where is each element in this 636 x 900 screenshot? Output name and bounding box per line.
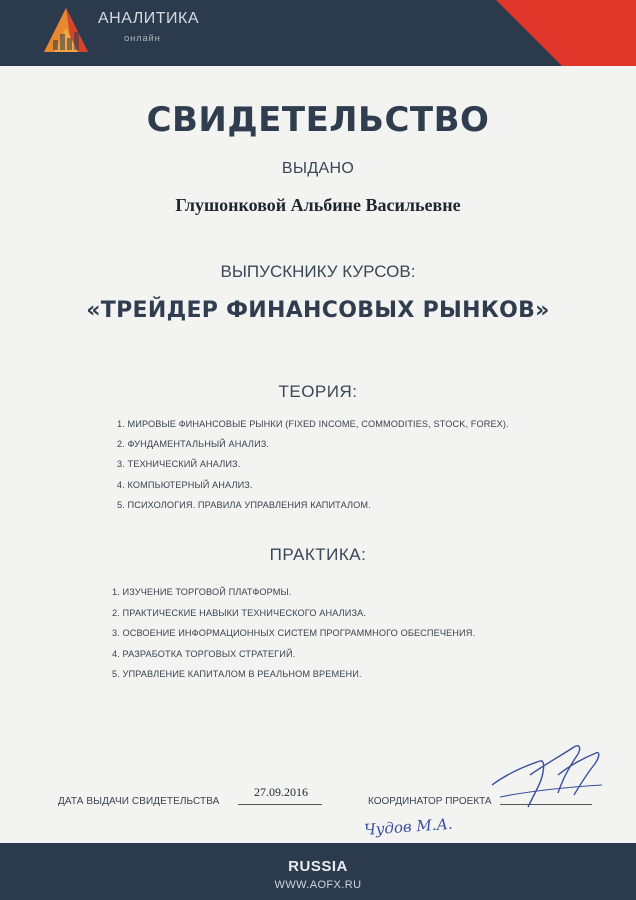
theory-item: 1. МИРОВЫЕ ФИНАНСОВЫЕ РЫНКИ (FIXED INCOME, COMMODITIES, STOCK, FOREX).: [117, 419, 509, 429]
theory-heading: ТЕОРИЯ:: [278, 382, 358, 401]
practice-item: 3. ОСВОЕНИЕ ИНФОРМАЦИОННЫХ СИСТЕМ ПРОГРАММНОГО ОБЕСПЕЧЕНИЯ.: [112, 628, 476, 638]
footer-website: WWW.AOFX.RU: [274, 879, 362, 891]
practice-list: [112, 587, 475, 690]
issued-label: ВЫДАНО: [281, 160, 355, 177]
practice-heading: ПРАКТИКА:: [269, 545, 367, 564]
theory-item: 4. КОМПЬЮТЕРНЫЙ АНАЛИЗ.: [117, 479, 253, 490]
recipient-name: Глушонковой Альбине Васильевне: [175, 195, 461, 215]
coordinator-handwritten-name: [360, 805, 500, 845]
analitika-logo-icon: [38, 6, 94, 54]
header-band: [0, 0, 636, 66]
header-red-accent: [562, 0, 636, 66]
issue-date-label: ДАТА ВЫДАЧИ СВИДЕТЕЛЬСТВА: [58, 796, 220, 807]
practice-item: 1. ИЗУЧЕНИЕ ТОРГОВОЙ ПЛАТФОРМЫ.: [112, 587, 292, 597]
theory-item: 5. ПСИХОЛОГИЯ. ПРАВИЛА УПРАВЛЕНИЯ КАПИТАЛОМ.: [117, 499, 371, 510]
brand-name: АНАЛИТИКА: [98, 10, 200, 27]
practice-item: 4. РАЗРАБОТКА ТОРГОВЫХ СТРАТЕГИЙ.: [112, 648, 296, 659]
header-red-diagonal: [496, 0, 562, 66]
footer-country: RUSSIA: [288, 858, 348, 875]
theory-list: [117, 419, 509, 520]
practice-item: 5. УПРАВЛЕНИЕ КАПИТАЛОМ В РЕАЛЬНОМ ВРЕМЕНИ.: [112, 669, 362, 679]
handwritten-name-text: Чудов М.А.: [363, 814, 454, 839]
coordinator-label: КООРДИНАТОР ПРОЕКТА: [368, 796, 492, 807]
coordinator-signature: [470, 735, 610, 815]
theory-item: 3. ТЕХНИЧЕСКИЙ АНАЛИЗ.: [117, 459, 241, 470]
certificate-title: СВИДЕТЕЛЬСТВО: [146, 100, 490, 140]
issue-date-line: [238, 804, 322, 805]
course-name: «ТРЕЙДЕР ФИНАНСОВЫХ РЫНКОВ»: [86, 298, 550, 323]
issue-date-value: 27.09.2016: [254, 785, 308, 799]
graduate-label: ВЫПУСКНИКУ КУРСОВ:: [220, 262, 416, 281]
brand-subtitle: онлайн: [124, 33, 161, 44]
practice-item: 2. ПРАКТИЧЕСКИЕ НАВЫКИ ТЕХНИЧЕСКОГО АНАЛИЗА.: [112, 607, 366, 618]
theory-item: 2. ФУНДАМЕНТАЛЬНЫЙ АНАЛИЗ.: [117, 439, 270, 450]
